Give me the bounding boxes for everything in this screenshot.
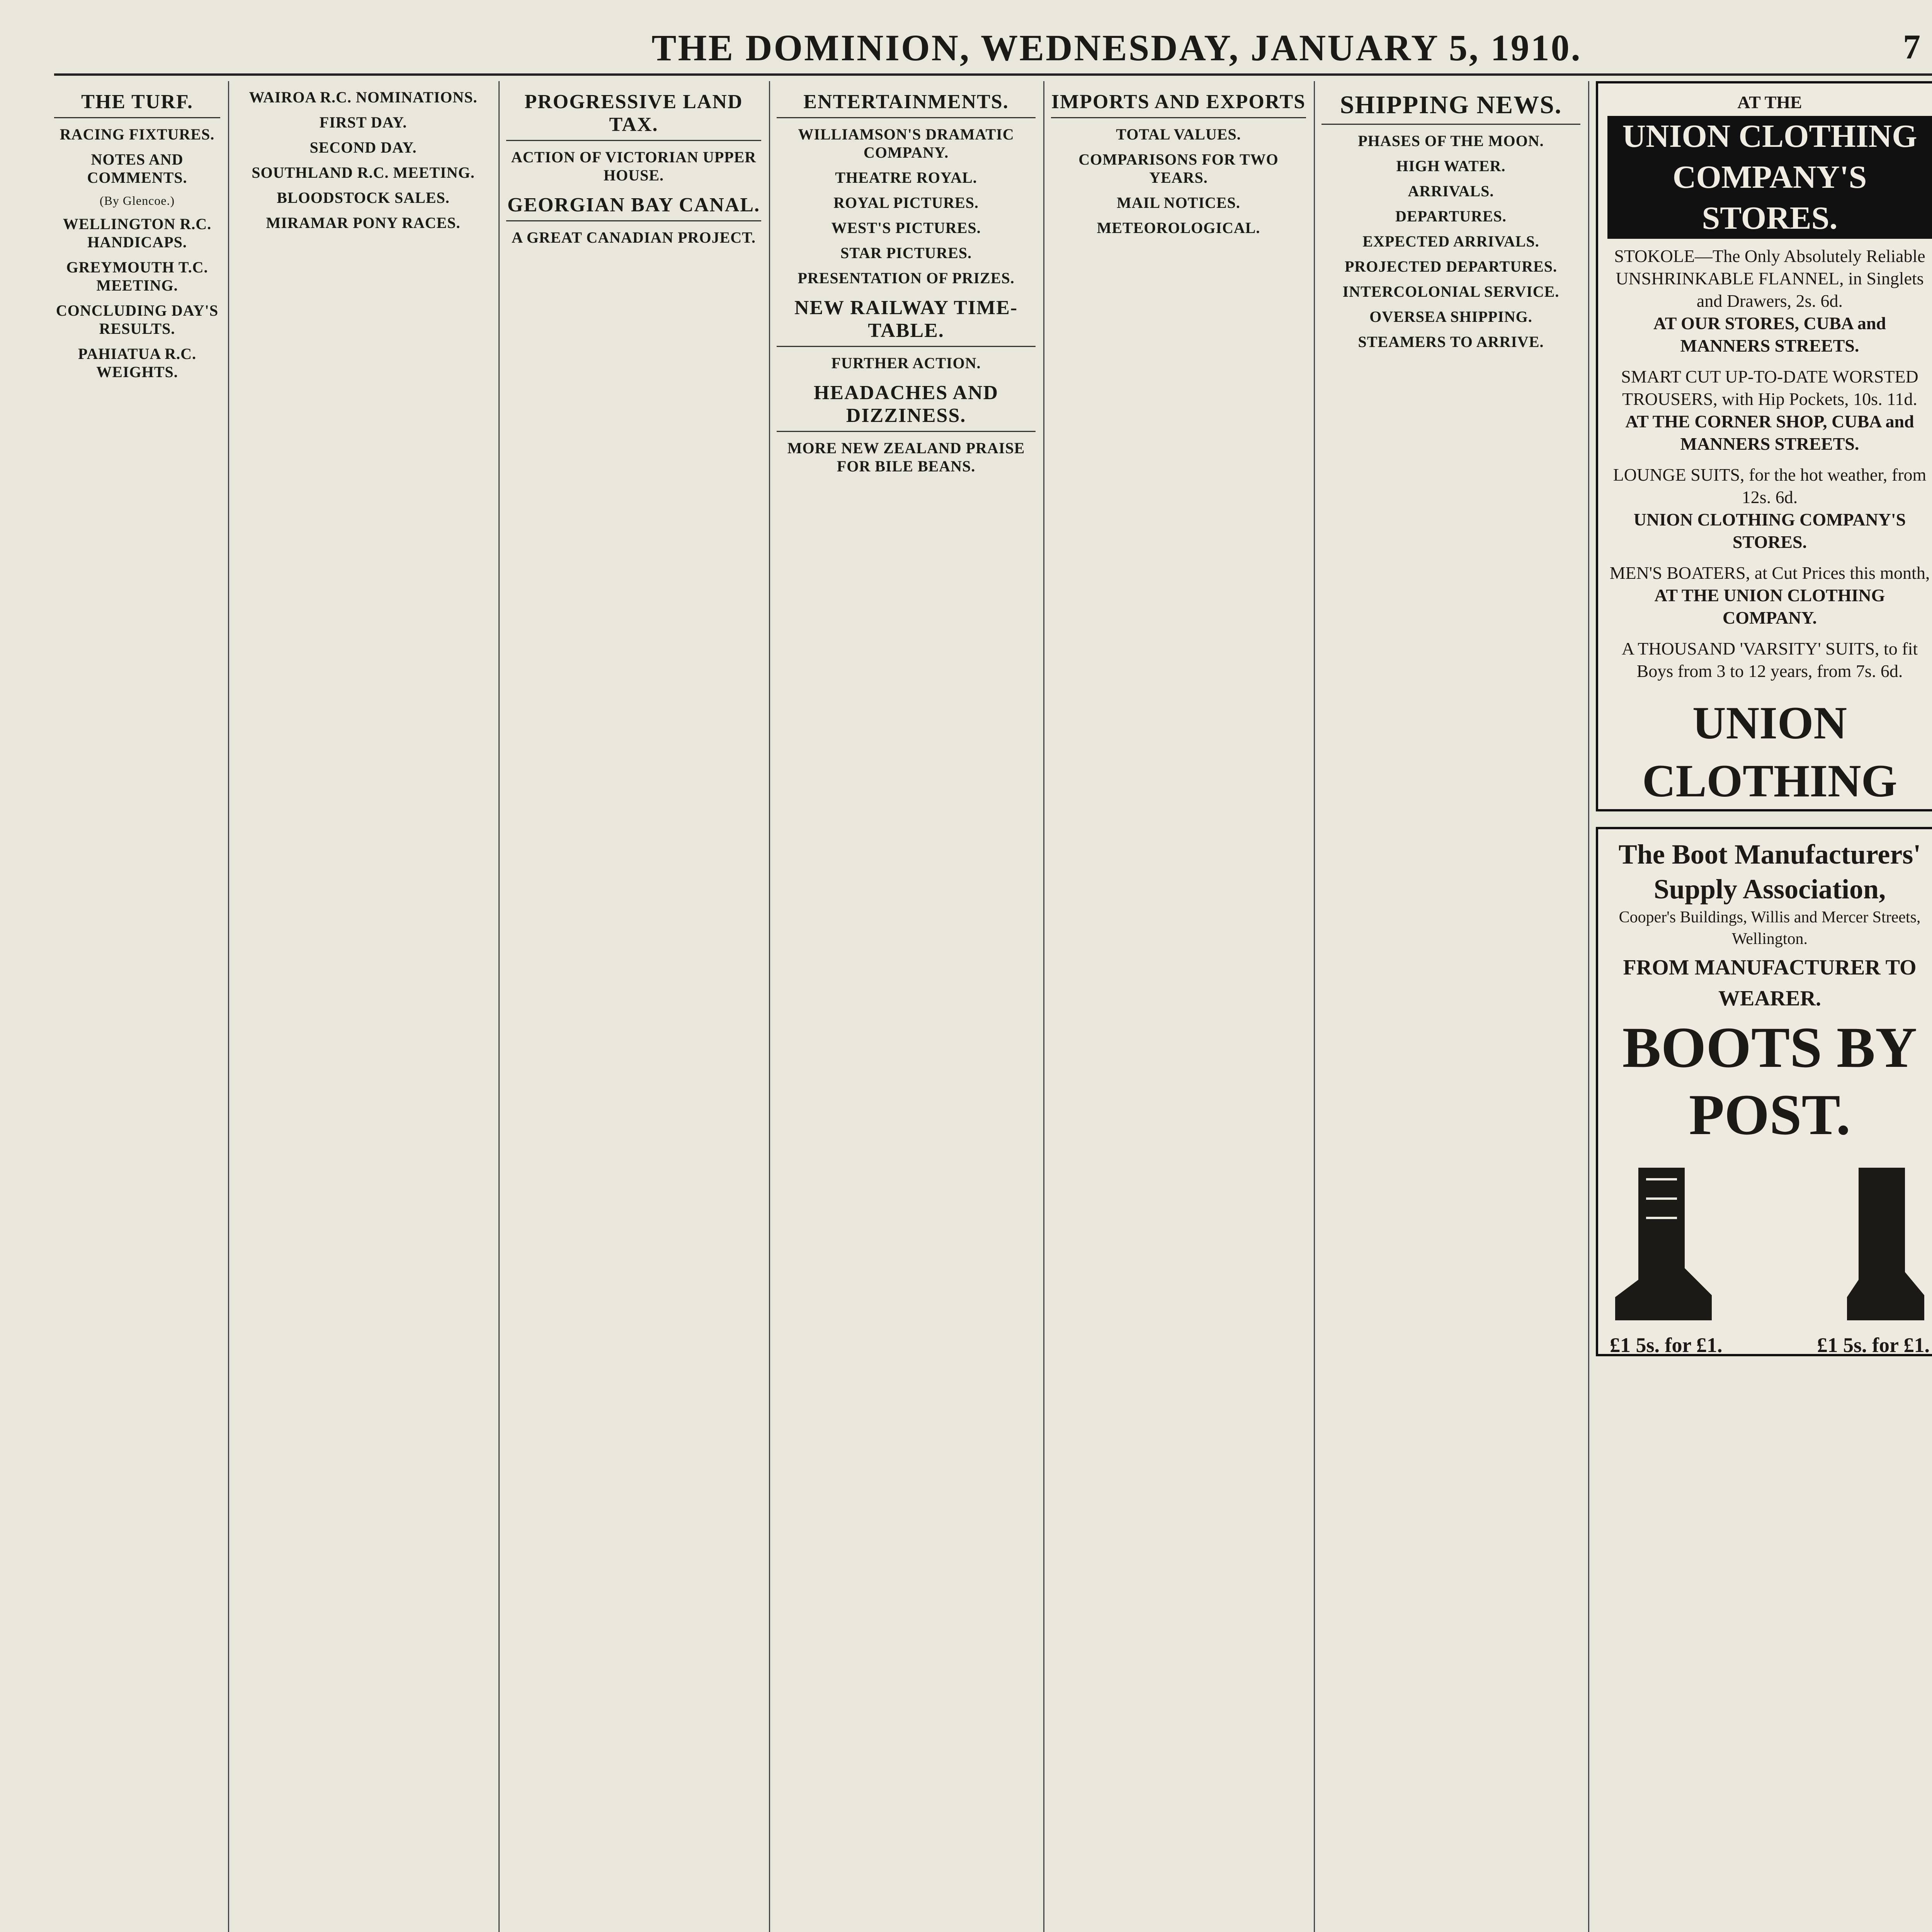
column-rule xyxy=(1314,81,1315,1932)
sub-heading: WILLIAMSON'S DRAMATIC COMPANY. xyxy=(798,126,1014,161)
boot-icon xyxy=(1843,1164,1928,1326)
ad-line: A THOUSAND 'VARSITY' SUITS, to fit Boys from 3 to 12 years, from 7s. 6d. xyxy=(1621,639,1918,681)
sub-heading: EXPECTED ARRIVALS. xyxy=(1362,233,1539,250)
byline: (By Glencoe.) xyxy=(99,194,175,207)
boot-price-right: £1 5s. for £1. xyxy=(1817,1333,1930,1356)
masthead xyxy=(54,15,1932,73)
ad-at-the: AT THE xyxy=(1737,92,1802,112)
sub-heading: CONCLUDING DAY'S RESULTS. xyxy=(56,302,219,337)
ad-line: MEN'S BOATERS, at Cut Prices this month, xyxy=(1609,563,1930,583)
sub-heading: FURTHER ACTION. xyxy=(831,354,981,372)
sub-heading: PROJECTED DEPARTURES. xyxy=(1344,258,1558,275)
ad-line: LOUNGE SUITS, for the hot weather, from 12s. 6d. xyxy=(1613,465,1927,507)
sub-heading: WAIROA R.C. NOMINATIONS. xyxy=(249,88,478,106)
column-rule xyxy=(498,81,500,1932)
section-heading: SHIPPING NEWS. xyxy=(1321,85,1580,125)
column-rule xyxy=(228,81,229,1932)
column-rule xyxy=(1043,81,1044,1932)
column-rule xyxy=(1588,81,1589,1932)
section-heading: GEORGIAN BAY CANAL. xyxy=(506,188,761,221)
sub-heading: FIRST DAY. xyxy=(319,114,407,131)
sub-heading: WEST'S PICTURES. xyxy=(831,219,981,236)
sub-heading: SECOND DAY. xyxy=(310,139,417,156)
sub-heading: A GREAT CANADIAN PROJECT. xyxy=(512,229,756,246)
sub-heading: STEAMERS TO ARRIVE. xyxy=(1358,333,1544,350)
newspaper-title: THE DOMINION, WEDNESDAY, JANUARY 5, 1910. xyxy=(651,27,1582,68)
masthead-rule xyxy=(54,73,1932,76)
boot-icon xyxy=(1611,1164,1716,1326)
section-heading: NEW RAILWAY TIME-TABLE. xyxy=(777,291,1036,347)
sub-heading: THEATRE ROYAL. xyxy=(835,169,977,186)
column-news-3 xyxy=(506,81,761,1932)
boot-price-left: £1 5s. for £1. xyxy=(1610,1333,1723,1356)
section-heading: ENTERTAINMENTS. xyxy=(777,85,1036,118)
column-imports xyxy=(1051,81,1306,1932)
union-clothing-ad xyxy=(1596,81,1932,811)
boots-by-post-ad xyxy=(1596,827,1932,1356)
section-heading: IMPORTS AND EXPORTS xyxy=(1051,85,1306,118)
boot-tagline: FROM MANUFACTURER TO WEARER. xyxy=(1623,956,1917,1010)
sub-heading: STAR PICTURES. xyxy=(840,244,972,262)
sub-heading: ROYAL PICTURES. xyxy=(833,194,979,211)
ad-line: UNION CLOTHING COMPANY'S STORES. xyxy=(1633,510,1906,552)
ad-line: SMART CUT UP-TO-DATE WORSTED TROUSERS, with Hip Pockets, 10s. 11d. xyxy=(1621,367,1918,409)
union-stores-banner: UNION CLOTHING COMPANY'S STORES. xyxy=(1607,116,1932,239)
page-number: 7 xyxy=(1903,28,1920,66)
boots-by-post-heading: BOOTS BY POST. xyxy=(1622,1015,1917,1147)
sub-heading: SOUTHLAND R.C. MEETING. xyxy=(252,164,475,181)
section-heading: PROGRESSIVE LAND TAX. xyxy=(506,85,761,141)
column-shipping xyxy=(1321,81,1580,1932)
sub-heading: MAIL NOTICES. xyxy=(1117,194,1240,211)
sub-heading: PRESENTATION OF PRIZES. xyxy=(798,269,1015,287)
sub-heading: MIRAMAR PONY RACES. xyxy=(266,214,461,231)
sub-heading: ACTION OF VICTORIAN UPPER HOUSE. xyxy=(511,148,757,184)
boot-association-address: Cooper's Buildings, Willis and Mercer Streets, Wellington. xyxy=(1619,908,1921,948)
column-turf xyxy=(54,81,220,1932)
section-heading: HEADACHES AND DIZZINESS. xyxy=(777,376,1036,432)
column-rule xyxy=(769,81,770,1932)
sub-heading: MORE NEW ZEALAND PRAISE FOR BILE BEANS. xyxy=(787,439,1025,475)
ad-line: AT THE CORNER SHOP, CUBA and MANNERS STREETS. xyxy=(1625,412,1914,454)
sub-heading: WELLINGTON R.C. HANDICAPS. xyxy=(63,215,212,251)
ad-line: AT OUR STORES, CUBA and MANNERS STREETS. xyxy=(1653,313,1886,355)
column-racing-2 xyxy=(236,81,491,1932)
sub-heading: TOTAL VALUES. xyxy=(1116,126,1241,143)
sub-heading: GREYMOUTH T.C. MEETING. xyxy=(66,259,208,294)
ad-line: STOKOLE—The Only Absolutely Reliable UNSHRINKABLE FLANNEL, in Singlets and Drawers, 2s. 6d. xyxy=(1614,246,1925,311)
sub-heading: ARRIVALS. xyxy=(1408,182,1494,200)
sub-heading: BLOODSTOCK SALES. xyxy=(277,189,450,206)
section-heading: THE TURF. xyxy=(54,85,220,118)
sub-heading: PAHIATUA R.C. WEIGHTS. xyxy=(78,345,196,381)
column-entertainments xyxy=(777,81,1036,1932)
boot-association-title: The Boot Manufacturers' Supply Association, xyxy=(1618,839,1921,905)
sub-heading: NOTES AND COMMENTS. xyxy=(87,151,187,186)
sub-heading: RACING FIXTURES. xyxy=(60,126,215,143)
sub-heading: DEPARTURES. xyxy=(1395,207,1507,225)
sub-heading: INTERCOLONIAL SERVICE. xyxy=(1342,283,1560,300)
boot-illustration-row xyxy=(1607,1148,1932,1356)
sub-heading: HIGH WATER. xyxy=(1396,157,1506,175)
sub-heading: METEOROLOGICAL. xyxy=(1097,219,1260,236)
union-company-name: UNION CLOTHING xyxy=(1642,697,1898,806)
sub-heading: COMPARISONS FOR TWO YEARS. xyxy=(1078,151,1279,186)
sub-heading: OVERSEA SHIPPING. xyxy=(1369,308,1532,325)
sub-heading: PHASES OF THE MOON. xyxy=(1358,132,1544,150)
ad-line: AT THE UNION CLOTHING COMPANY. xyxy=(1654,585,1885,628)
